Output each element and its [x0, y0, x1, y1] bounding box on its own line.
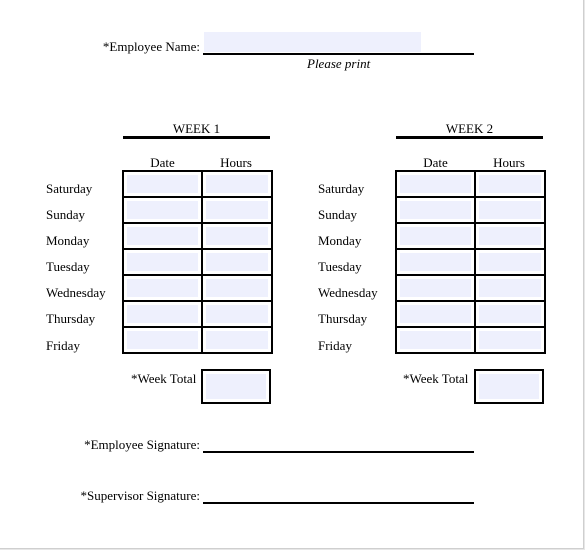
week1-date-cell[interactable] [123, 327, 202, 353]
week2-date-cell[interactable] [396, 197, 475, 223]
week2-total-label: *Week Total [403, 371, 469, 386]
week2-day-wednesday: Wednesday [318, 285, 378, 300]
week2-hours-cell[interactable] [475, 197, 545, 223]
week1-total-label: *Week Total [131, 371, 197, 386]
week1-day-friday: Friday [46, 338, 80, 353]
week1-table [122, 170, 273, 354]
table-row [123, 275, 272, 301]
employee-name-label: *Employee Name: [102, 39, 200, 54]
week1-title-rule [123, 136, 270, 139]
week2-date-header: Date [423, 155, 448, 170]
week2-total-field[interactable] [474, 369, 544, 404]
week2-table [395, 170, 546, 354]
week2-date-cell[interactable] [396, 301, 475, 327]
week1-date-cell[interactable] [123, 223, 202, 249]
week2-day-thursday: Thursday [318, 311, 368, 326]
table-row [396, 275, 545, 301]
week2-hours-cell[interactable] [475, 249, 545, 275]
week1-date-cell[interactable] [123, 197, 202, 223]
table-row [123, 223, 272, 249]
week1-day-tuesday: Tuesday [46, 259, 90, 274]
week2-day-tuesday: Tuesday [318, 259, 362, 274]
week2-day-saturday: Saturday [318, 181, 365, 196]
week2-title: WEEK 2 [445, 121, 494, 136]
week2-date-cell[interactable] [396, 249, 475, 275]
table-row [396, 197, 545, 223]
week1-day-monday: Monday [46, 233, 90, 248]
week2-hours-cell[interactable] [475, 327, 545, 353]
table-row [396, 171, 545, 197]
week2-day-monday: Monday [318, 233, 362, 248]
table-row [396, 301, 545, 327]
week1-title: WEEK 1 [172, 121, 221, 136]
week1-hours-cell[interactable] [202, 223, 272, 249]
employee-name-field[interactable] [204, 32, 421, 52]
week2-hours-header: Hours [493, 155, 525, 170]
week1-date-cell[interactable] [123, 171, 202, 197]
week2-day-sunday: Sunday [318, 207, 357, 222]
week1-date-header: Date [150, 155, 175, 170]
table-row [123, 249, 272, 275]
week2-hours-cell[interactable] [475, 301, 545, 327]
week1-day-wednesday: Wednesday [46, 285, 106, 300]
supervisor-signature-label: *Supervisor Signature: [80, 488, 200, 503]
table-row [123, 197, 272, 223]
week2-date-cell[interactable] [396, 275, 475, 301]
week1-day-sunday: Sunday [46, 207, 85, 222]
employee-signature-label: *Employee Signature: [84, 437, 200, 452]
table-row [123, 171, 272, 197]
week2-day-friday: Friday [318, 338, 352, 353]
week1-date-cell[interactable] [123, 249, 202, 275]
supervisor-signature-line[interactable] [203, 502, 474, 504]
week1-day-thursday: Thursday [46, 311, 96, 326]
table-row [396, 223, 545, 249]
week1-day-saturday: Saturday [46, 181, 93, 196]
table-row [123, 301, 272, 327]
week2-date-cell[interactable] [396, 171, 475, 197]
employee-name-underline [203, 53, 474, 55]
employee-signature-line[interactable] [203, 451, 474, 453]
week2-hours-cell[interactable] [475, 171, 545, 197]
week1-total-field[interactable] [201, 369, 271, 404]
table-row [396, 327, 545, 353]
week1-hours-cell[interactable] [202, 197, 272, 223]
employee-name-hint: Please print [307, 56, 371, 71]
week1-date-cell[interactable] [123, 275, 202, 301]
week1-hours-cell[interactable] [202, 171, 272, 197]
table-row [123, 327, 272, 353]
week1-hours-header: Hours [220, 155, 252, 170]
week2-hours-cell[interactable] [475, 275, 545, 301]
table-row [396, 249, 545, 275]
week2-hours-cell[interactable] [475, 223, 545, 249]
week1-hours-cell[interactable] [202, 275, 272, 301]
week1-hours-cell[interactable] [202, 249, 272, 275]
week1-hours-cell[interactable] [202, 301, 272, 327]
week2-title-rule [396, 136, 543, 139]
week1-date-cell[interactable] [123, 301, 202, 327]
week2-date-cell[interactable] [396, 327, 475, 353]
week2-date-cell[interactable] [396, 223, 475, 249]
week1-hours-cell[interactable] [202, 327, 272, 353]
